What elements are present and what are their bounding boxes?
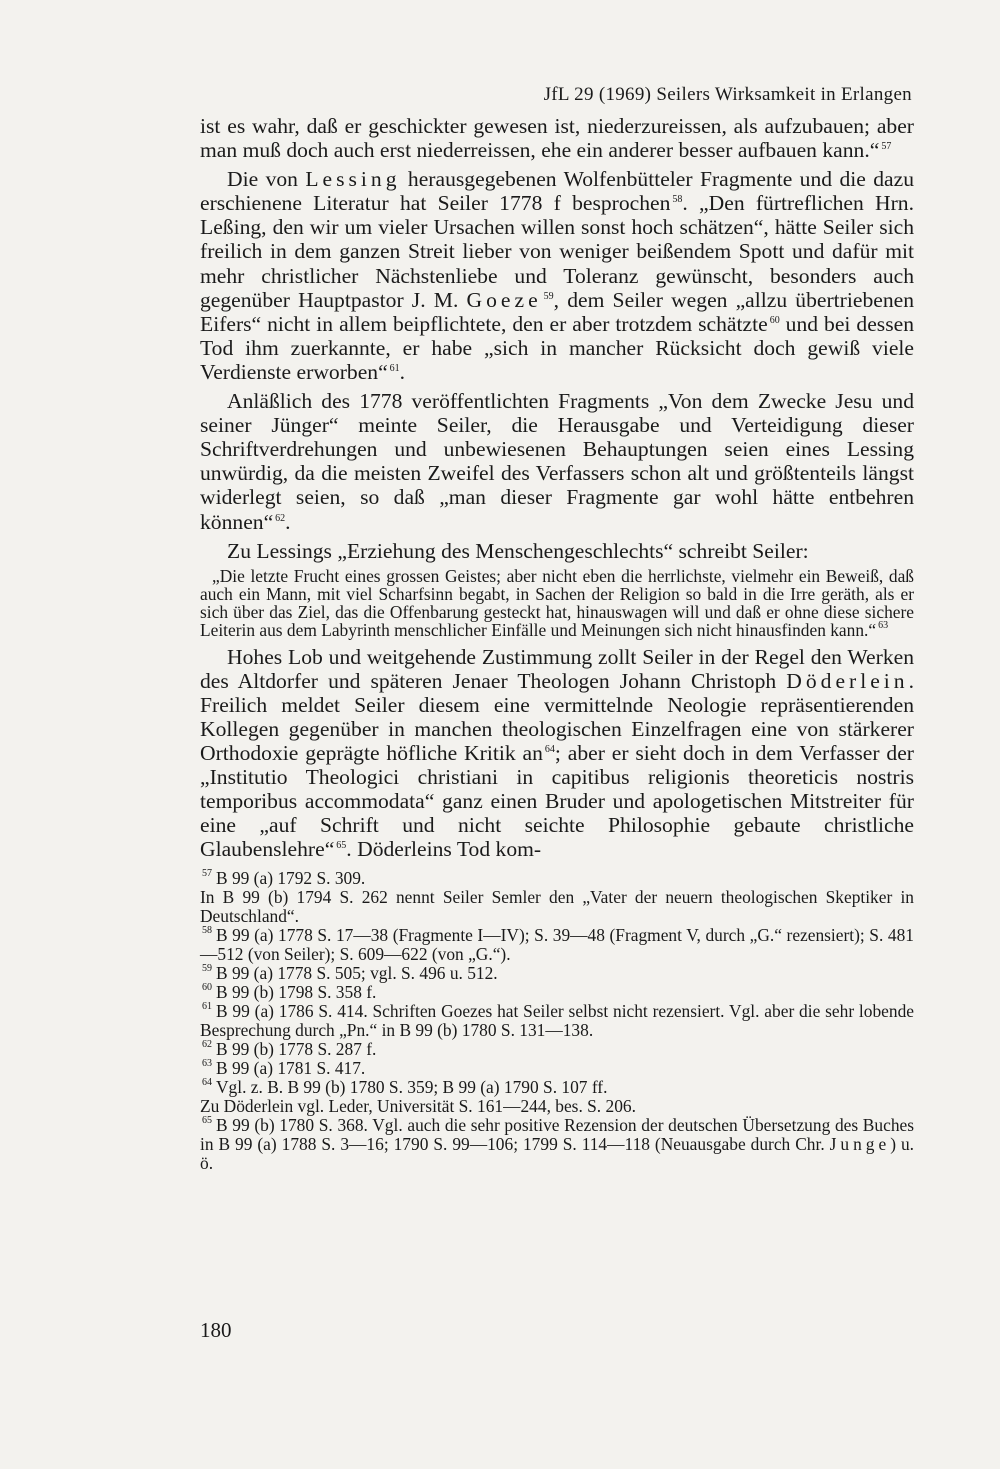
footnote-text: Zu Döderlein vgl. Leder, Universität S. 161—244, bes. S. 206. [200,1096,636,1117]
footnote-text: B 99 (b) 1780 S. 368. Vgl. auch die sehr positive Rezension der deutschen Übersetzung des Buches in B 99 (a) 1788 S. 3—16; 1790 S. 99—106; 1799 S. 114—118 (Neuausgabe durch Chr. [200,1115,914,1155]
paragraph [200,539,914,563]
page-number: 180 [200,1318,232,1342]
footnote-ref: 63 [878,620,889,632]
footnote [200,1002,914,1040]
spaced-name: Junge [829,1134,891,1155]
footnote-text: B 99 (a) 1778 S. 505; vgl. S. 496 u. 512. [216,963,498,984]
running-header: JfL 29 (1969) Seilers Wirksamkeit in Erlangen [543,84,912,105]
text-run: . [399,359,406,384]
footnote [200,888,914,926]
main-text-continued [200,645,914,862]
paragraph [200,389,914,534]
footnote-number: 61 [202,1001,212,1013]
text-run: herausgegebenen Wolfenbütteler Fragmente und die dazu erschienene Literatur hat Seiler 1778 f besprochen [200,167,914,216]
footnote [200,983,914,1002]
text-run: , dem Seiler wegen „allzu übertriebenen Eifers“ nicht in allem beipflichtete, den er aber trotzdem schätzte [200,287,915,336]
text-run: Zu Lessings „Erziehung des Menschengeschlechts“ schreibt Seiler: [227,538,809,563]
text-run: . Freilich meldet Seiler diesem eine vermittelnde Neologie repräsentierenden Kollegen gegenüber in manchen theologischen Einzelfragen eine von stärkerer Orthodoxie geprägte höfliche Kritik an [200,668,914,765]
footnote-number: 59 [202,963,212,975]
paragraph [200,114,914,162]
text-run: ist es wahr, daß er geschickter gewesen ist, niederzureissen, als aufzubauen; aber man muß doch auch erst niederreissen, ehe ein anderer besser aufbauen kann.“ [200,114,914,163]
text-run: Die von [227,167,306,192]
footnote-text: In B 99 (b) 1794 S. 262 nennt Seiler Semler den „Vater der neuern theologischen Skeptiker in Deutschland“. [200,887,914,927]
footnote-text: B 99 (a) 1781 S. 417. [216,1058,366,1079]
footnote-ref: 58 [672,194,683,206]
footnote [200,1059,914,1078]
footnote-ref: 64 [544,743,555,755]
footnote-text: B 99 (b) 1798 S. 358 f. [216,982,377,1003]
text-run: Anläßlich des 1778 veröffentlichten Fragments „Von dem Zwecke Jesu und seiner Jünger“ meinte Seiler, die Herausgabe und Verteidigung dieser Schriftverdrehungen und unbewiesenen Behauptungen seien eines Lessing unwürdig, da die meisten Zweifel des Verfassers schon alt und größtenteils längst widerlegt seien, so daß „man dieser Fragmente gar wohl hätte entbehren können“ [200,389,914,534]
footnote [200,1116,914,1173]
text-run: und bei dessen Tod ihm zuerkannte, er habe „sich in mancher Rücksicht doch gewiß viele Verdienste erworben“ [200,311,914,384]
paragraph [200,645,914,862]
footnote-text: B 99 (a) 1778 S. 17—38 (Fragmente I—IV); S. 39—48 (Fragment V, durch „G.“ rezensiert); S. 481—512 (von Seiler); S. 609—622 (von „G.“). [200,925,914,965]
footnote [200,1097,914,1116]
text-run: ; aber er sieht doch in dem Verfasser der „Institutio Theologici christiani in capitibus religionis theoreticis nostris temporibus accommodata“ ganz einen Bruder und apologetischen Mitstreiter für eine „auf Schrift und nicht seichte Philosophie gebaute christliche Glaubenslehre“ [200,740,914,862]
footnote-ref: 57 [881,141,892,153]
footnote [200,1078,914,1097]
footnote-ref: 61 [389,362,400,374]
footnote-text: B 99 (a) 1786 S. 414. Schriften Goezes hat Seiler selbst nicht rezensiert. Vgl. aber die sehr lobende Besprechung durch „Pn.“ in B 99 (b) 1780 S. 131—138. [200,1001,914,1041]
page-content [200,84,914,1173]
footnote [200,926,914,964]
footnote-ref: 59 [543,290,554,302]
text-run: . [285,509,291,534]
footnote-ref: 65 [336,840,347,852]
main-text [200,114,914,563]
footnote-ref: 62 [275,512,286,524]
footnote [200,869,914,888]
footnote-text: ) u. ö. [200,1134,915,1174]
spaced-name: Lessing [305,167,401,192]
footnote-text: Vgl. z. B. B 99 (b) 1780 S. 359; B 99 (a) 1790 S. 107 ff. [216,1077,608,1098]
footnote-number: 62 [202,1039,212,1051]
footnote-number: 65 [202,1115,212,1127]
footnote-number: 64 [202,1077,212,1089]
footnotes [200,869,914,1173]
text-run: . „Den fürtreflichen Hrn. Leßing, den wir um vieler Ursachen willen sonst hoch schätzen“, hätte Seiler sich freilich in dem ganzen Streit lieber von weniger beißendem Spott und dafür mit mehr christlicher Nächstenliebe und Toleranz gewünscht, besonders auch gegenüber Hauptpastor J. M. [200,191,914,312]
footnote [200,1040,914,1059]
footnote-text: B 99 (b) 1778 S. 287 f. [216,1039,377,1060]
text-run: Hohes Lob und weitgehende Zustimmung zollt Seiler in der Regel den Werken des Altdorfer und späteren Jenaer Theologen Johann Christoph [200,644,914,693]
footnote-number: 58 [202,925,212,937]
spaced-name: Goeze [466,287,542,312]
footnote-number: 60 [202,982,212,994]
footnote [200,964,914,983]
footnote-text: B 99 (a) 1792 S. 309. [216,868,366,889]
spaced-name: Döderlein [786,668,909,693]
footnote-number: 57 [202,868,212,880]
paragraph [200,167,914,384]
footnote-ref: 60 [769,314,780,326]
footnote-number: 63 [202,1058,212,1070]
text-run: „Die letzte Frucht eines grossen Geistes; aber nicht eben die herrlichste, vielmehr ein Beweiß, daß auch ein Mann, mit viel Scharfsinn begabt, in Sachen der Religion so bald in die Irre geräth, als er sich über das Ziel, das die Offenbarung gesteckt hat, hinauswagen will und daß er ohne diese sichere Leiterin aus dem Labyrinth menschlicher Einfälle und Meinungen sich nicht hinausfinden kann.“ [200,565,914,641]
text-run: . Döderleins Tod kom- [346,837,542,862]
block-quote [200,567,914,640]
